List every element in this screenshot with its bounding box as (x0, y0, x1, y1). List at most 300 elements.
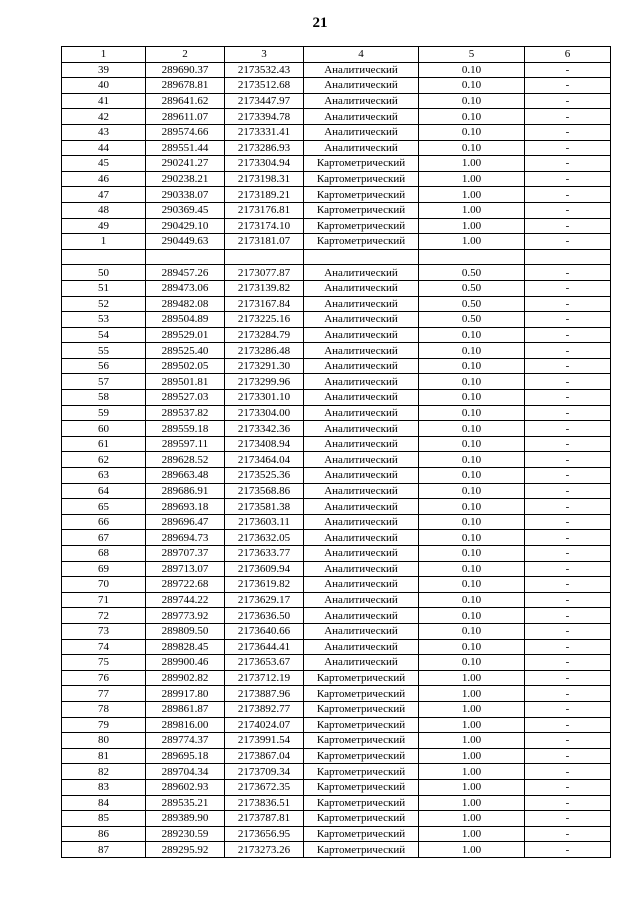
x-coordinate-cell: 289504.89 (146, 312, 225, 328)
point-number-cell: 63 (62, 468, 146, 484)
x-coordinate-cell: 289902.82 (146, 670, 225, 686)
y-coordinate-cell: 2173525.36 (225, 468, 304, 484)
method-cell: Картометрический (304, 842, 419, 858)
description-cell: - (525, 779, 611, 795)
table-row (62, 218, 611, 234)
x-coordinate-cell: 289707.37 (146, 546, 225, 562)
accuracy-cell: 0.10 (419, 639, 525, 655)
point-number-cell: 69 (62, 561, 146, 577)
accuracy-cell: 1.00 (419, 686, 525, 702)
method-cell: Аналитический (304, 140, 419, 156)
accuracy-cell: 1.00 (419, 748, 525, 764)
x-coordinate-cell: 289861.87 (146, 701, 225, 717)
method-cell: Картометрический (304, 717, 419, 733)
description-cell: - (525, 561, 611, 577)
point-number-cell: 44 (62, 140, 146, 156)
method-cell: Картометрический (304, 733, 419, 749)
description-cell: - (525, 156, 611, 172)
x-coordinate-cell: 289559.18 (146, 421, 225, 437)
table-row (62, 842, 611, 858)
point-number-cell: 59 (62, 405, 146, 421)
x-coordinate-cell: 289527.03 (146, 390, 225, 406)
y-coordinate-cell: 2173629.17 (225, 592, 304, 608)
accuracy-cell: 0.10 (419, 358, 525, 374)
accuracy-cell: 0.10 (419, 592, 525, 608)
y-coordinate-cell: 2173532.43 (225, 62, 304, 78)
description-cell: - (525, 608, 611, 624)
point-number-cell: 55 (62, 343, 146, 359)
x-coordinate-cell: 289694.73 (146, 530, 225, 546)
table-body (62, 47, 611, 858)
x-coordinate-cell: 290449.63 (146, 234, 225, 250)
accuracy-cell: 0.10 (419, 124, 525, 140)
description-cell: - (525, 390, 611, 406)
table-row (62, 608, 611, 624)
point-number-cell: 73 (62, 623, 146, 639)
accuracy-cell: 1.00 (419, 156, 525, 172)
accuracy-cell: 0.10 (419, 623, 525, 639)
table-row (62, 686, 611, 702)
y-coordinate-cell: 2173198.31 (225, 171, 304, 187)
empty-cell (62, 249, 146, 265)
method-cell: Картометрический (304, 670, 419, 686)
table-row (62, 234, 611, 250)
table-row (62, 592, 611, 608)
accuracy-cell: 1.00 (419, 779, 525, 795)
table-row (62, 452, 611, 468)
x-coordinate-cell: 289611.07 (146, 109, 225, 125)
method-cell: Картометрический (304, 748, 419, 764)
accuracy-cell: 0.50 (419, 296, 525, 312)
point-number-cell: 45 (62, 156, 146, 172)
accuracy-cell: 1.00 (419, 202, 525, 218)
description-cell: - (525, 124, 611, 140)
point-number-cell: 78 (62, 701, 146, 717)
method-cell: Аналитический (304, 452, 419, 468)
y-coordinate-cell: 2173887.96 (225, 686, 304, 702)
accuracy-cell: 0.10 (419, 436, 525, 452)
table-row (62, 296, 611, 312)
method-cell: Аналитический (304, 109, 419, 125)
table-row (62, 701, 611, 717)
table-row (62, 343, 611, 359)
method-cell: Картометрический (304, 701, 419, 717)
point-number-cell: 57 (62, 374, 146, 390)
point-number-cell: 86 (62, 826, 146, 842)
table-row (62, 779, 611, 795)
point-number-cell: 62 (62, 452, 146, 468)
y-coordinate-cell: 2173284.79 (225, 327, 304, 343)
y-coordinate-cell: 2173640.66 (225, 623, 304, 639)
table-row (62, 811, 611, 827)
method-cell: Аналитический (304, 592, 419, 608)
method-cell: Аналитический (304, 655, 419, 671)
table-row (62, 171, 611, 187)
description-cell: - (525, 717, 611, 733)
y-coordinate-cell: 2173991.54 (225, 733, 304, 749)
y-coordinate-cell: 2173286.93 (225, 140, 304, 156)
description-cell: - (525, 670, 611, 686)
description-cell: - (525, 62, 611, 78)
x-coordinate-cell: 289628.52 (146, 452, 225, 468)
accuracy-cell: 0.10 (419, 483, 525, 499)
x-coordinate-cell: 289696.47 (146, 514, 225, 530)
x-coordinate-cell: 289722.68 (146, 577, 225, 593)
description-cell: - (525, 218, 611, 234)
y-coordinate-cell: 2173408.94 (225, 436, 304, 452)
x-coordinate-cell: 289713.07 (146, 561, 225, 577)
accuracy-cell: 1.00 (419, 218, 525, 234)
point-number-cell: 43 (62, 124, 146, 140)
point-number-cell: 40 (62, 78, 146, 94)
point-number-cell: 83 (62, 779, 146, 795)
point-number-cell: 66 (62, 514, 146, 530)
description-cell: - (525, 202, 611, 218)
method-cell: Аналитический (304, 608, 419, 624)
method-cell: Аналитический (304, 265, 419, 281)
y-coordinate-cell: 2173342.36 (225, 421, 304, 437)
method-cell: Аналитический (304, 436, 419, 452)
x-coordinate-cell: 289693.18 (146, 499, 225, 515)
x-coordinate-cell: 290369.45 (146, 202, 225, 218)
point-number-cell: 51 (62, 280, 146, 296)
table-row (62, 561, 611, 577)
description-cell: - (525, 826, 611, 842)
point-number-cell: 48 (62, 202, 146, 218)
table-row (62, 374, 611, 390)
description-cell: - (525, 436, 611, 452)
y-coordinate-cell: 2173672.35 (225, 779, 304, 795)
point-number-cell: 49 (62, 218, 146, 234)
point-number-cell: 56 (62, 358, 146, 374)
y-coordinate-cell: 2173273.26 (225, 842, 304, 858)
point-number-cell: 76 (62, 670, 146, 686)
x-coordinate-cell: 289917.80 (146, 686, 225, 702)
table-row (62, 530, 611, 546)
description-cell: - (525, 280, 611, 296)
method-cell: Аналитический (304, 78, 419, 94)
table-row (62, 358, 611, 374)
description-cell: - (525, 296, 611, 312)
description-cell: - (525, 483, 611, 499)
accuracy-cell: 0.10 (419, 421, 525, 437)
table-row (62, 499, 611, 515)
y-coordinate-cell: 2173644.41 (225, 639, 304, 655)
table-row (62, 156, 611, 172)
point-number-cell: 39 (62, 62, 146, 78)
x-coordinate-cell: 289663.48 (146, 468, 225, 484)
table-row (62, 390, 611, 406)
accuracy-cell: 1.00 (419, 764, 525, 780)
point-number-cell: 53 (62, 312, 146, 328)
y-coordinate-cell: 2173581.38 (225, 499, 304, 515)
table-row (62, 421, 611, 437)
method-cell: Аналитический (304, 546, 419, 562)
accuracy-cell: 1.00 (419, 842, 525, 858)
x-coordinate-cell: 289744.22 (146, 592, 225, 608)
x-coordinate-cell: 289686.91 (146, 483, 225, 499)
x-coordinate-cell: 290338.07 (146, 187, 225, 203)
point-number-cell: 67 (62, 530, 146, 546)
y-coordinate-cell: 2173304.94 (225, 156, 304, 172)
empty-cell (225, 249, 304, 265)
point-number-cell: 68 (62, 546, 146, 562)
method-cell: Аналитический (304, 468, 419, 484)
y-coordinate-cell: 2173331.41 (225, 124, 304, 140)
y-coordinate-cell: 2173656.95 (225, 826, 304, 842)
description-cell: - (525, 312, 611, 328)
x-coordinate-cell: 289551.44 (146, 140, 225, 156)
method-cell: Картометрический (304, 764, 419, 780)
table-row (62, 78, 611, 94)
accuracy-cell: 1.00 (419, 670, 525, 686)
y-coordinate-cell: 2173299.96 (225, 374, 304, 390)
column-header-point: 1 (62, 47, 146, 63)
accuracy-cell: 0.10 (419, 499, 525, 515)
description-cell: - (525, 78, 611, 94)
method-cell: Аналитический (304, 374, 419, 390)
method-cell: Аналитический (304, 499, 419, 515)
accuracy-cell: 0.10 (419, 390, 525, 406)
description-cell: - (525, 343, 611, 359)
point-number-cell: 60 (62, 421, 146, 437)
table-row (62, 655, 611, 671)
point-number-cell: 75 (62, 655, 146, 671)
accuracy-cell: 0.10 (419, 93, 525, 109)
point-number-cell: 64 (62, 483, 146, 499)
empty-cell (419, 249, 525, 265)
method-cell: Картометрический (304, 171, 419, 187)
contour-separator-row (62, 249, 611, 265)
table-row (62, 405, 611, 421)
accuracy-cell: 1.00 (419, 733, 525, 749)
description-cell: - (525, 234, 611, 250)
table-row (62, 764, 611, 780)
column-header-y: 3 (225, 47, 304, 63)
description-cell: - (525, 795, 611, 811)
x-coordinate-cell: 289574.66 (146, 124, 225, 140)
method-cell: Картометрический (304, 779, 419, 795)
point-number-cell: 46 (62, 171, 146, 187)
method-cell: Картометрический (304, 156, 419, 172)
x-coordinate-cell: 289597.11 (146, 436, 225, 452)
x-coordinate-cell: 289529.01 (146, 327, 225, 343)
table-row (62, 577, 611, 593)
x-coordinate-cell: 289501.81 (146, 374, 225, 390)
accuracy-cell: 0.50 (419, 280, 525, 296)
method-cell: Аналитический (304, 296, 419, 312)
point-number-cell: 70 (62, 577, 146, 593)
accuracy-cell: 1.00 (419, 826, 525, 842)
x-coordinate-cell: 289900.46 (146, 655, 225, 671)
y-coordinate-cell: 2173181.07 (225, 234, 304, 250)
table-row (62, 733, 611, 749)
x-coordinate-cell: 290241.27 (146, 156, 225, 172)
y-coordinate-cell: 2173603.11 (225, 514, 304, 530)
table-row (62, 140, 611, 156)
y-coordinate-cell: 2173636.50 (225, 608, 304, 624)
y-coordinate-cell: 2173174.10 (225, 218, 304, 234)
point-number-cell: 84 (62, 795, 146, 811)
y-coordinate-cell: 2173836.51 (225, 795, 304, 811)
method-cell: Картометрический (304, 234, 419, 250)
description-cell: - (525, 764, 611, 780)
accuracy-cell: 0.10 (419, 405, 525, 421)
description-cell: - (525, 733, 611, 749)
x-coordinate-cell: 289502.05 (146, 358, 225, 374)
description-cell: - (525, 452, 611, 468)
accuracy-cell: 0.10 (419, 561, 525, 577)
point-number-cell: 47 (62, 187, 146, 203)
accuracy-cell: 0.10 (419, 608, 525, 624)
table-header-row (62, 47, 611, 63)
method-cell: Аналитический (304, 514, 419, 530)
x-coordinate-cell: 289816.00 (146, 717, 225, 733)
method-cell: Картометрический (304, 218, 419, 234)
table-row (62, 62, 611, 78)
y-coordinate-cell: 2173225.16 (225, 312, 304, 328)
method-cell: Аналитический (304, 327, 419, 343)
method-cell: Картометрический (304, 202, 419, 218)
table-row (62, 265, 611, 281)
y-coordinate-cell: 2173709.34 (225, 764, 304, 780)
y-coordinate-cell: 2173632.05 (225, 530, 304, 546)
point-number-cell: 52 (62, 296, 146, 312)
y-coordinate-cell: 2173619.82 (225, 577, 304, 593)
table-row (62, 748, 611, 764)
point-number-cell: 58 (62, 390, 146, 406)
x-coordinate-cell: 289482.08 (146, 296, 225, 312)
description-cell: - (525, 546, 611, 562)
method-cell: Картометрический (304, 187, 419, 203)
accuracy-cell: 1.00 (419, 701, 525, 717)
table-row (62, 436, 611, 452)
method-cell: Аналитический (304, 280, 419, 296)
method-cell: Аналитический (304, 561, 419, 577)
description-cell: - (525, 811, 611, 827)
table-row (62, 468, 611, 484)
column-header-description: 6 (525, 47, 611, 63)
table-row (62, 639, 611, 655)
accuracy-cell: 1.00 (419, 717, 525, 733)
y-coordinate-cell: 2173291.30 (225, 358, 304, 374)
description-cell: - (525, 468, 611, 484)
accuracy-cell: 1.00 (419, 795, 525, 811)
accuracy-cell: 1.00 (419, 171, 525, 187)
method-cell: Аналитический (304, 343, 419, 359)
description-cell: - (525, 358, 611, 374)
table-row (62, 280, 611, 296)
description-cell: - (525, 327, 611, 343)
method-cell: Аналитический (304, 358, 419, 374)
table-row (62, 483, 611, 499)
point-number-cell: 41 (62, 93, 146, 109)
description-cell: - (525, 514, 611, 530)
method-cell: Картометрический (304, 811, 419, 827)
y-coordinate-cell: 2173653.67 (225, 655, 304, 671)
table-row (62, 187, 611, 203)
accuracy-cell: 0.10 (419, 530, 525, 546)
y-coordinate-cell: 2173867.04 (225, 748, 304, 764)
method-cell: Аналитический (304, 405, 419, 421)
x-coordinate-cell: 289641.62 (146, 93, 225, 109)
method-cell: Аналитический (304, 62, 419, 78)
description-cell: - (525, 421, 611, 437)
method-cell: Картометрический (304, 826, 419, 842)
description-cell: - (525, 93, 611, 109)
point-number-cell: 72 (62, 608, 146, 624)
coordinates-table (61, 46, 611, 858)
accuracy-cell: 0.50 (419, 312, 525, 328)
method-cell: Аналитический (304, 312, 419, 328)
y-coordinate-cell: 2173712.19 (225, 670, 304, 686)
y-coordinate-cell: 2174024.07 (225, 717, 304, 733)
point-number-cell: 74 (62, 639, 146, 655)
table-row (62, 514, 611, 530)
point-number-cell: 85 (62, 811, 146, 827)
accuracy-cell: 0.10 (419, 140, 525, 156)
accuracy-cell: 0.10 (419, 452, 525, 468)
description-cell: - (525, 577, 611, 593)
y-coordinate-cell: 2173167.84 (225, 296, 304, 312)
description-cell: - (525, 265, 611, 281)
table-row (62, 327, 611, 343)
description-cell: - (525, 499, 611, 515)
point-number-cell: 54 (62, 327, 146, 343)
accuracy-cell: 0.10 (419, 62, 525, 78)
y-coordinate-cell: 2173633.77 (225, 546, 304, 562)
point-number-cell: 80 (62, 733, 146, 749)
description-cell: - (525, 140, 611, 156)
description-cell: - (525, 701, 611, 717)
x-coordinate-cell: 289690.37 (146, 62, 225, 78)
x-coordinate-cell: 289828.45 (146, 639, 225, 655)
page-number: 21 (312, 15, 328, 31)
table-row (62, 109, 611, 125)
x-coordinate-cell: 289457.26 (146, 265, 225, 281)
method-cell: Картометрический (304, 795, 419, 811)
x-coordinate-cell: 290238.21 (146, 171, 225, 187)
x-coordinate-cell: 289774.37 (146, 733, 225, 749)
x-coordinate-cell: 289602.93 (146, 779, 225, 795)
y-coordinate-cell: 2173139.82 (225, 280, 304, 296)
description-cell: - (525, 109, 611, 125)
y-coordinate-cell: 2173301.10 (225, 390, 304, 406)
y-coordinate-cell: 2173787.81 (225, 811, 304, 827)
y-coordinate-cell: 2173892.77 (225, 701, 304, 717)
table-row (62, 795, 611, 811)
accuracy-cell: 0.10 (419, 546, 525, 562)
method-cell: Аналитический (304, 577, 419, 593)
accuracy-cell: 0.10 (419, 468, 525, 484)
x-coordinate-cell: 289704.34 (146, 764, 225, 780)
description-cell: - (525, 530, 611, 546)
point-number-cell: 1 (62, 234, 146, 250)
accuracy-cell: 0.10 (419, 109, 525, 125)
description-cell: - (525, 639, 611, 655)
point-number-cell: 79 (62, 717, 146, 733)
point-number-cell: 65 (62, 499, 146, 515)
y-coordinate-cell: 2173394.78 (225, 109, 304, 125)
x-coordinate-cell: 289809.50 (146, 623, 225, 639)
method-cell: Аналитический (304, 623, 419, 639)
x-coordinate-cell: 289389.90 (146, 811, 225, 827)
x-coordinate-cell: 289773.92 (146, 608, 225, 624)
table-row (62, 124, 611, 140)
x-coordinate-cell: 290429.10 (146, 218, 225, 234)
method-cell: Аналитический (304, 483, 419, 499)
description-cell: - (525, 686, 611, 702)
